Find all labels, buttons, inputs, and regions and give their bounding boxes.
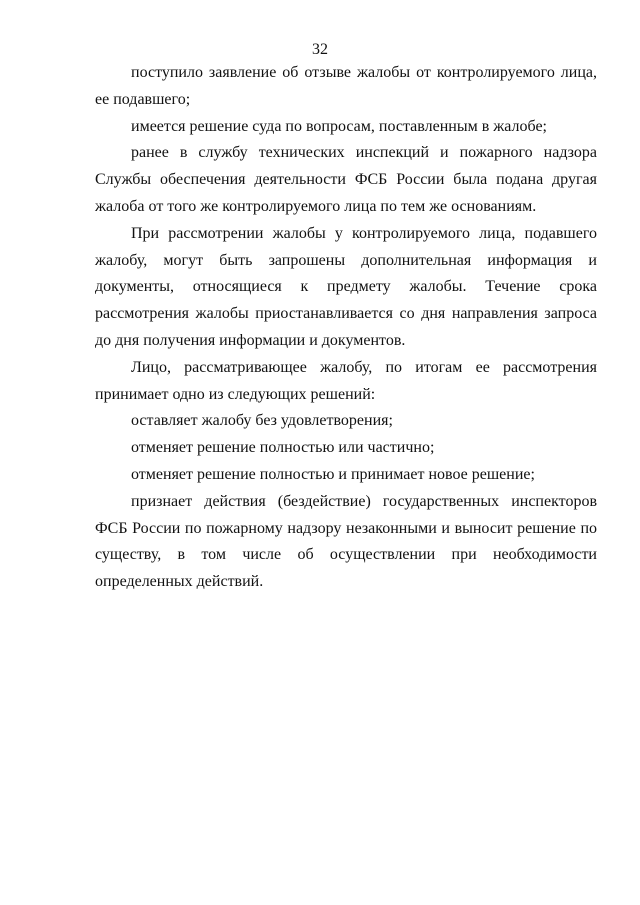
paragraph-court-decision: имеется решение суда по вопросам, поставленным в жалобе; bbox=[131, 117, 547, 135]
paragraph-decision-dismiss: оставляет жалобу без удовлетворения; bbox=[131, 412, 393, 430]
paragraph-decision-cancel-partial: отменяет решение полностью или частично; bbox=[131, 439, 435, 457]
paragraph-previous-complaint: ранее в службу технических инспекций и пожарного надзора Службы обеспечения деятельности ФСБ России была подана другая жалоба от того же контролируемого лица по тем же основаниям. bbox=[95, 144, 597, 215]
paragraph-decision-intro: Лицо, рассматривающее жалобу, по итогам ее рассмотрения принимает одно из следующих решений: bbox=[95, 358, 597, 403]
paragraph-decision-unlawful: признает действия (бездействие) государственных инспекторов ФСБ России по пожарному надзору незаконными и выносит решение по существу, в том числе об осуществлении при необходимости определенных действий. bbox=[95, 492, 597, 591]
page-number: 32 bbox=[312, 41, 328, 58]
paragraph-decision-cancel-new: отменяет решение полностью и принимает новое решение; bbox=[131, 465, 535, 483]
paragraph-withdrawal-statement: поступило заявление об отзыве жалобы от контролируемого лица, ее подавшего; bbox=[95, 64, 597, 108]
document-body bbox=[95, 60, 597, 596]
paragraph-information-request: При рассмотрении жалобы у контролируемого лица, подавшего жалобу, могут быть запрошены дополнительная информация и документы, относящиеся к предмету жалобы. Течение срока рассмотрения жалобы приостанавливается со дня направления запроса до дня получения информации и документов. bbox=[95, 224, 597, 349]
